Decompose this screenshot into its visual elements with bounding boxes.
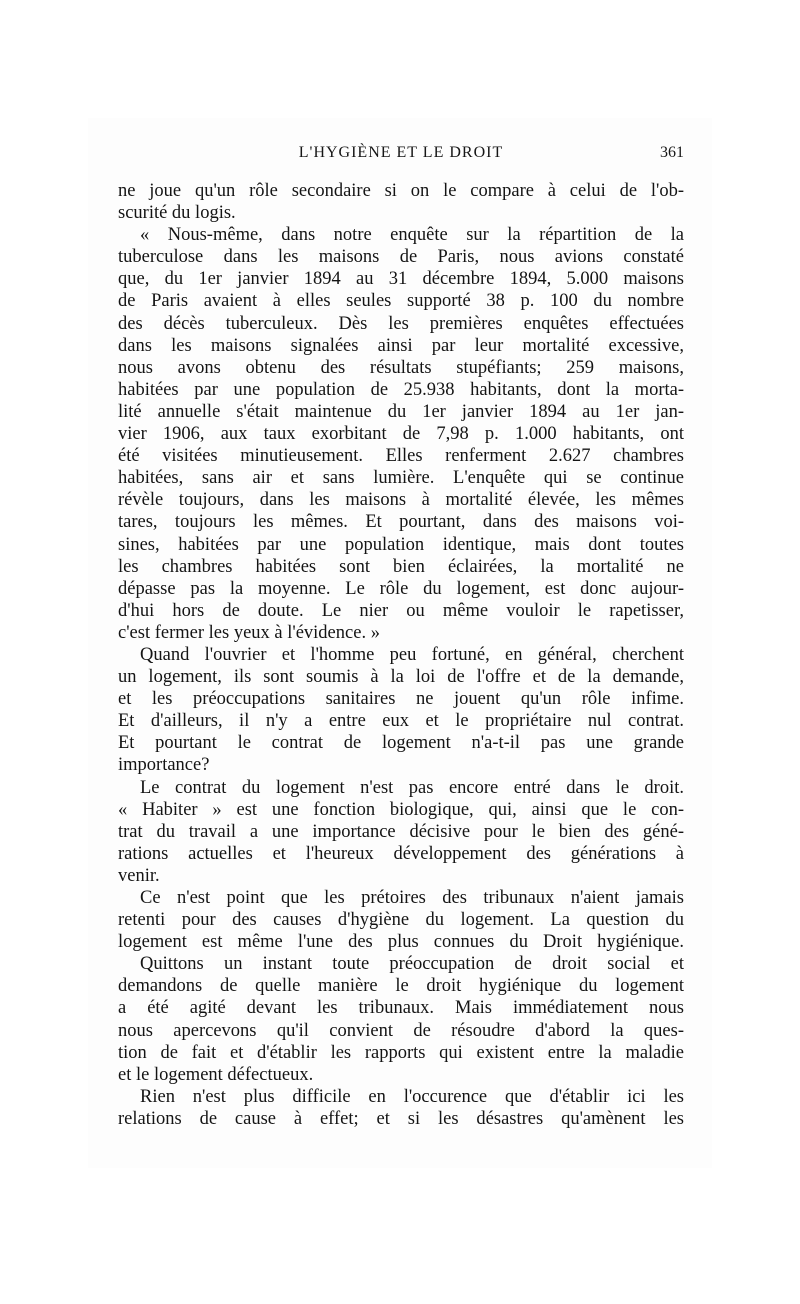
text-line: dans les maisons signalées ainsi par leur mortalité excessive, bbox=[118, 335, 684, 356]
text-line: relations de cause à effet; et si les désastres qu'amènent les bbox=[118, 1108, 684, 1129]
text-line: Et d'ailleurs, il n'y a entre eux et le propriétaire nul contrat. bbox=[118, 711, 684, 732]
text-line: habitées, sans air et sans lumière. L'enquête qui se continue bbox=[118, 468, 684, 489]
text-line: Rien n'est plus difficile en l'occurence que d'établir ici les bbox=[140, 1086, 684, 1107]
text-line: les chambres habitées sont bien éclairées, la mortalité ne bbox=[118, 556, 684, 577]
text-line: vier 1906, aux taux exorbitant de 7,98 p. 1.000 habitants, ont bbox=[118, 424, 684, 445]
text-line: et le logement défectueux. bbox=[118, 1064, 314, 1085]
text-line: venir. bbox=[118, 865, 160, 886]
body-text bbox=[118, 180, 684, 1130]
text-line: « Nous-même, dans notre enquête sur la répartition de la bbox=[140, 225, 684, 246]
text-line: Quittons un instant toute préoccupation de droit social et bbox=[140, 954, 684, 975]
text-line: dépasse pas la moyenne. Le rôle du logement, est donc aujour- bbox=[118, 578, 684, 599]
text-line: importance? bbox=[118, 755, 210, 776]
text-line: c'est fermer les yeux à l'évidence. » bbox=[118, 622, 380, 643]
text-line: retenti pour des causes d'hygiène du logement. La question du bbox=[118, 910, 684, 931]
text-line: d'hui hors de doute. Le nier ou même vouloir le rapetisser, bbox=[118, 600, 684, 621]
text-line: nous apercevons qu'il convient de résoudre d'abord la ques- bbox=[118, 1020, 684, 1041]
text-line: sines, habitées par une population identique, mais dont toutes bbox=[118, 534, 684, 555]
text-line: que, du 1er janvier 1894 au 31 décembre 1894, 5.000 maisons bbox=[118, 269, 684, 290]
text-line: Ce n'est point que les prétoires des tribunaux n'aient jamais bbox=[140, 888, 684, 908]
text-line: habitées par une population de 25.938 habitants, dont la morta- bbox=[118, 379, 684, 400]
text-line: révèle toujours, dans les maisons à mortalité élevée, les mêmes bbox=[118, 490, 684, 511]
text-line: nous avons obtenu des résultats stupéfiants; 259 maisons, bbox=[118, 357, 684, 378]
text-line: a été agité devant les tribunaux. Mais immédiatement nous bbox=[118, 998, 684, 1019]
text-line: été visitées minutieusement. Elles renferment 2.627 chambres bbox=[118, 446, 684, 467]
text-line: des décès tuberculeux. Dès les premières enquêtes effectuées bbox=[118, 313, 684, 334]
text-line: « Habiter » est une fonction biologique, qui, ainsi que le con- bbox=[118, 799, 684, 820]
text-line: et les préoccupations sanitaires ne jouent qu'un rôle infime. bbox=[118, 689, 684, 710]
text-line: scurité du logis. bbox=[118, 203, 236, 224]
text-line: Le contrat du logement n'est pas encore entré dans le droit. bbox=[140, 777, 684, 798]
text-line: tuberculose dans les maisons de Paris, nous avions constaté bbox=[118, 247, 684, 268]
text-line: lité annuelle s'était maintenue du 1er janvier 1894 au 1er jan- bbox=[118, 401, 684, 422]
text-line: de Paris avaient à elles seules supporté 38 p. 100 du nombre bbox=[118, 291, 684, 312]
text-line: logement est même l'une des plus connues du Droit hygiénique. bbox=[118, 932, 684, 953]
text-line: Quand l'ouvrier et l'homme peu fortuné, en général, cherchent bbox=[140, 644, 684, 665]
running-title: L'HYGIÈNE ET LE DROIT bbox=[298, 144, 504, 161]
text-line: un logement, ils sont soumis à la loi de l'offre et de la demande, bbox=[118, 667, 684, 688]
running-header bbox=[118, 142, 684, 166]
text-line: Et pourtant le contrat de logement n'a-t-il pas une grande bbox=[118, 733, 684, 754]
text-line: tares, toujours les mêmes. Et pourtant, dans des maisons voi- bbox=[118, 512, 684, 533]
text-line: tion de fait et d'établir les rapports qui existent entre la maladie bbox=[118, 1042, 684, 1063]
text-line: ne joue qu'un rôle secondaire si on le compare à celui de l'ob- bbox=[118, 181, 684, 201]
text-line: trat du travail a une importance décisive pour le bien des géné- bbox=[118, 821, 684, 842]
text-line: demandons de quelle manière le droit hygiénique du logement bbox=[118, 976, 684, 997]
page-number: 361 bbox=[660, 144, 684, 161]
text-line: rations actuelles et l'heureux développement des générations à bbox=[118, 843, 684, 864]
